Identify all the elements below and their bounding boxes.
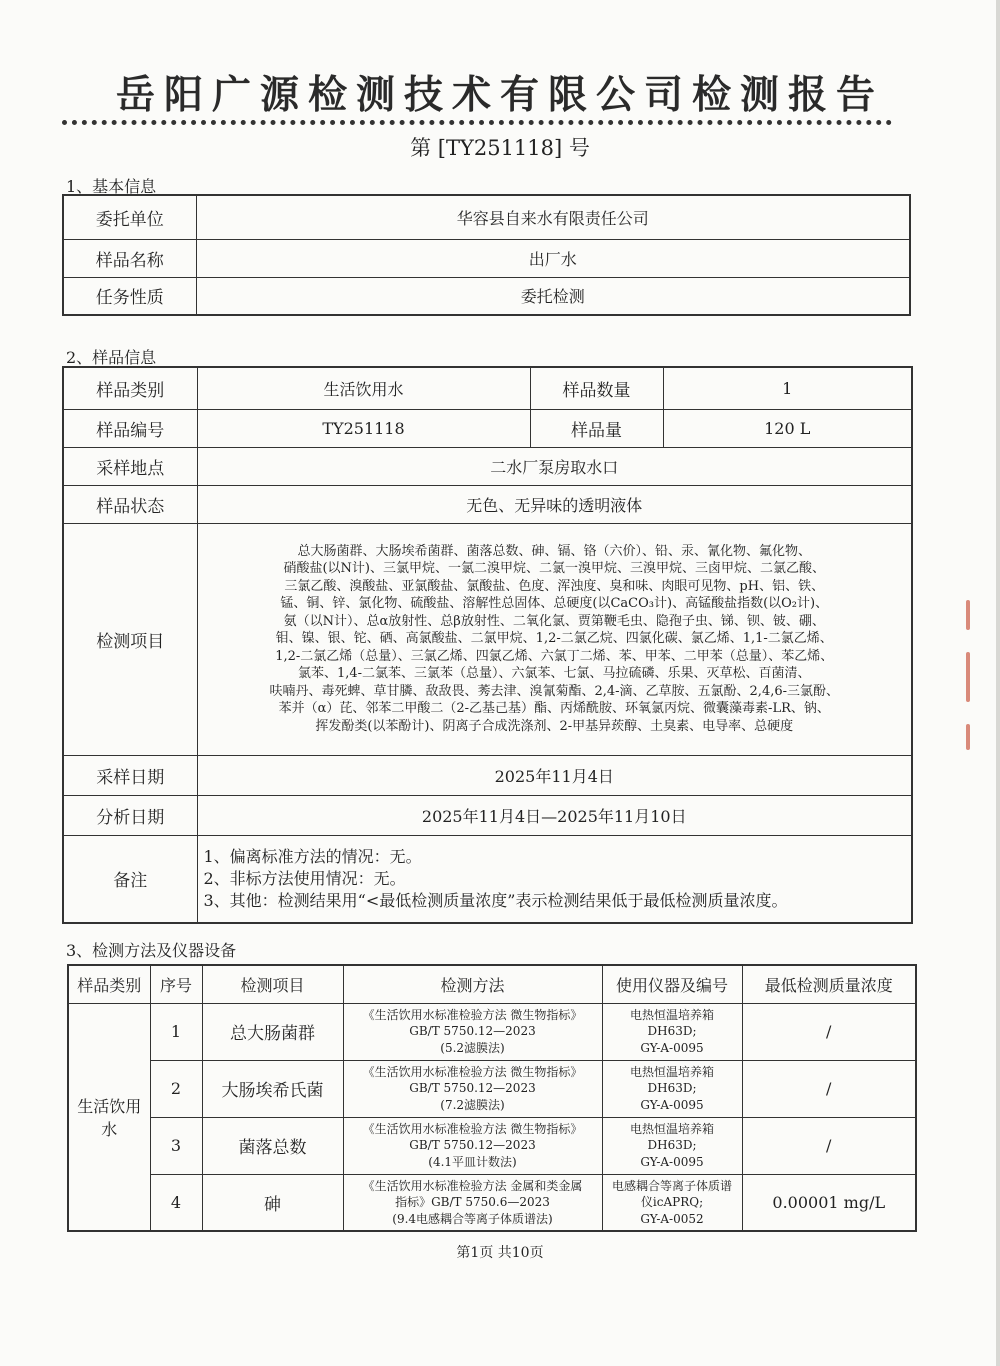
sample-amount-label: 样品量 [530, 409, 663, 447]
instrument-line: 电热恒温培养箱 [629, 1121, 714, 1136]
test-items-line: 总大肠菌群、大肠埃希菌群、菌落总数、砷、镉、铬（六价）、铅、汞、氰化物、氟化物、 [297, 543, 811, 559]
row-item: 总大肠菌群 [202, 1003, 343, 1060]
row-limit: / [742, 1060, 916, 1117]
row-no: 4 [150, 1174, 202, 1231]
test-items-line: 钼、镍、银、铊、硒、高氯酸盐、二氯甲烷、1,2-二氯乙烷、四氯化碳、氯乙烯、1,1-二氯乙烯、 [275, 631, 833, 647]
row-no: 1 [150, 1003, 202, 1060]
row-item: 砷 [202, 1174, 343, 1231]
sampling-date-label: 采样日期 [63, 755, 197, 795]
table-row [68, 1003, 916, 1060]
row-no: 3 [150, 1117, 202, 1174]
sample-category-value: 生活饮用水 [197, 367, 530, 409]
test-items-line: 氨（以N计）、总α放射性、总β放射性、二氧化氯、贾第鞭毛虫、隐孢子虫、锑、钡、铍、硼、 [283, 613, 825, 629]
section-sample-info-heading: 2、样品信息 [66, 348, 157, 367]
instrument-line: 电热恒温培养箱 [629, 1064, 714, 1079]
page-footer: 第1页 共10页 [456, 1245, 544, 1261]
sample-state-label: 样品状态 [63, 485, 197, 523]
sample-amount-value: 120 L [663, 409, 912, 447]
instrument-line: DH63D; [647, 1138, 697, 1153]
method-line: 指标》GB/T 5750.6—2023 [395, 1195, 550, 1209]
note-line: 2、非标方法使用情况：无。 [203, 868, 406, 888]
table-row [63, 755, 912, 795]
section-methods-heading: 3、检测方法及仪器设备 [66, 941, 237, 960]
row-instrument [602, 1060, 742, 1117]
note-line: 3、其他：检测结果用“<最低检测质量浓度”表示检测结果低于最低检测质量浓度。 [203, 890, 788, 910]
section-basic-info-heading: 1、基本信息 [66, 177, 157, 196]
method-line: GB/T 5750.12—2023 [409, 1024, 536, 1039]
instrument-line: 电感耦合等离子体质谱 [611, 1178, 732, 1193]
sample-state-value: 无色、无异味的透明液体 [197, 485, 912, 523]
row-limit: 0.00001 mg/L [742, 1174, 916, 1231]
row-limit: / [742, 1117, 916, 1174]
table-row [63, 409, 912, 447]
sample-id-value: TY251118 [197, 409, 530, 447]
row-limit: / [742, 1003, 916, 1060]
header-instrument: 使用仪器及编号 [602, 965, 742, 1003]
method-line: (7.2滤膜法) [440, 1097, 505, 1112]
sampling-site-value: 二水厂泵房取水口 [197, 447, 912, 485]
test-items-line: 氯苯、1,4-二氯苯、三氯苯（总量）、六氯苯、七氯、马拉硫磷、乐果、灭草松、百菌清、 [297, 666, 811, 682]
sampling-site-label: 采样地点 [63, 447, 197, 485]
analysis-date-value: 2025年11月4日—2025年11月10日 [197, 795, 912, 835]
table-row [63, 835, 912, 923]
instrument-line: GY-A-0095 [640, 1097, 704, 1112]
test-items-line: 硝酸盐(以N计)、三氯甲烷、一氯二溴甲烷、二氯一溴甲烷、三溴甲烷、三卤甲烷、二氯乙酸、 [283, 561, 826, 577]
report-number: 第 [TY251118] 号 [410, 136, 590, 160]
sample-name-value: 出厂水 [196, 239, 910, 277]
instrument-line: 电热恒温培养箱 [629, 1007, 714, 1022]
row-method [343, 1060, 602, 1117]
row-method [343, 1003, 602, 1060]
notes-label: 备注 [63, 835, 197, 923]
row-instrument [602, 1003, 742, 1060]
report-title: 岳阳广源检测技术有限公司检测报告 [115, 73, 884, 118]
client-label: 委托单位 [63, 195, 196, 239]
task-type-value: 委托检测 [196, 277, 910, 315]
method-line: (5.2滤膜法) [440, 1040, 505, 1055]
instrument-line: GY-A-0095 [640, 1040, 704, 1055]
client-value: 华容县自来水有限责任公司 [196, 195, 910, 239]
method-line: 《生活饮用水标准检验方法 微生物指标》 [362, 1064, 583, 1079]
header-item: 检测项目 [202, 965, 343, 1003]
task-type-label: 任务性质 [63, 277, 196, 315]
test-items-value [197, 523, 912, 755]
methods-table [67, 964, 917, 1232]
table-row [63, 277, 910, 315]
table-row [68, 1060, 916, 1117]
note-line: 1、偏离标准方法的情况：无。 [203, 846, 422, 866]
method-line: 《生活饮用水标准检验方法 微生物指标》 [362, 1007, 583, 1022]
method-line: GB/T 5750.12—2023 [409, 1081, 536, 1096]
table-row [63, 447, 912, 485]
row-no: 2 [150, 1060, 202, 1117]
basic-info-table [62, 194, 911, 316]
method-line: 《生活饮用水标准检验方法 金属和类金属 [362, 1178, 583, 1193]
table-row [63, 239, 910, 277]
table-row [63, 795, 912, 835]
table-row [63, 367, 912, 409]
analysis-date-label: 分析日期 [63, 795, 197, 835]
test-items-line: 苯并（α）芘、邻苯二甲酸二（2-乙基己基）酯、丙烯酰胺、环氧氯丙烷、微囊藻毒素-LR、钠、 [278, 701, 830, 717]
test-items-line: 1,2-二氯乙烯（总量）、三氯乙烯、四氯乙烯、六氯丁二烯、苯、甲苯、二甲苯（总量）、苯乙烯、 [275, 648, 834, 664]
test-items-line: 呋喃丹、毒死蜱、草甘膦、敌敌畏、莠去津、溴氰菊酯、2,4-滴、乙草胺、五氯酚、2,4,6-三氯酚、 [269, 683, 840, 699]
sample-qty-label: 样品数量 [530, 367, 663, 409]
method-line: (4.1平皿计数法) [428, 1154, 517, 1169]
instrument-line: DH63D; [647, 1081, 697, 1096]
row-item: 大肠埃希氏菌 [202, 1060, 343, 1117]
page-edge [996, 0, 1000, 1366]
table-row [63, 523, 912, 755]
instrument-line: GY-A-0095 [640, 1154, 704, 1169]
title-divider [62, 120, 892, 125]
row-instrument [602, 1117, 742, 1174]
test-items-line: 三氯乙酸、溴酸盐、亚氯酸盐、氯酸盐、色度、浑浊度、臭和味、肉眼可见物、pH、铝、铁、 [284, 578, 825, 594]
table-header-row [68, 965, 916, 1003]
table-row [68, 1174, 916, 1231]
header-no: 序号 [150, 965, 202, 1003]
table-row [63, 195, 910, 239]
sample-qty-value: 1 [663, 367, 912, 409]
sampling-date-value: 2025年11月4日 [197, 755, 912, 795]
header-limit: 最低检测质量浓度 [742, 965, 916, 1003]
row-instrument [602, 1174, 742, 1231]
instrument-line: GY-A-0052 [640, 1211, 704, 1226]
sample-id-label: 样品编号 [63, 409, 197, 447]
instrument-line: 仪icAPRQ; [640, 1195, 704, 1209]
sample-info-table [62, 366, 913, 924]
seam-stamp [966, 600, 974, 790]
row-method [343, 1117, 602, 1174]
method-category-cell: 生活饮用水 [68, 1003, 150, 1231]
instrument-line: DH63D; [647, 1024, 697, 1039]
sample-category-label: 样品类别 [63, 367, 197, 409]
header-method: 检测方法 [343, 965, 602, 1003]
method-line: GB/T 5750.12—2023 [409, 1138, 536, 1153]
test-items-line: 挥发酚类(以苯酚计)、阴离子合成洗涤剂、2-甲基异莰醇、土臭素、电导率、总硬度 [315, 718, 794, 734]
test-items-line: 锰、铜、锌、氯化物、硫酸盐、溶解性总固体、总硬度(以CaCO₃计)、高锰酸盐指数(以O₂计)、 [280, 596, 829, 612]
notes-value [197, 835, 912, 923]
test-items-label: 检测项目 [63, 523, 197, 755]
sample-name-label: 样品名称 [63, 239, 196, 277]
row-method [343, 1174, 602, 1231]
method-line: 《生活饮用水标准检验方法 微生物指标》 [362, 1121, 583, 1136]
table-row [68, 1117, 916, 1174]
method-line: (9.4电感耦合等离子体质谱法) [392, 1211, 553, 1226]
table-row [63, 485, 912, 523]
row-item: 菌落总数 [202, 1117, 343, 1174]
header-category: 样品类别 [68, 965, 150, 1003]
